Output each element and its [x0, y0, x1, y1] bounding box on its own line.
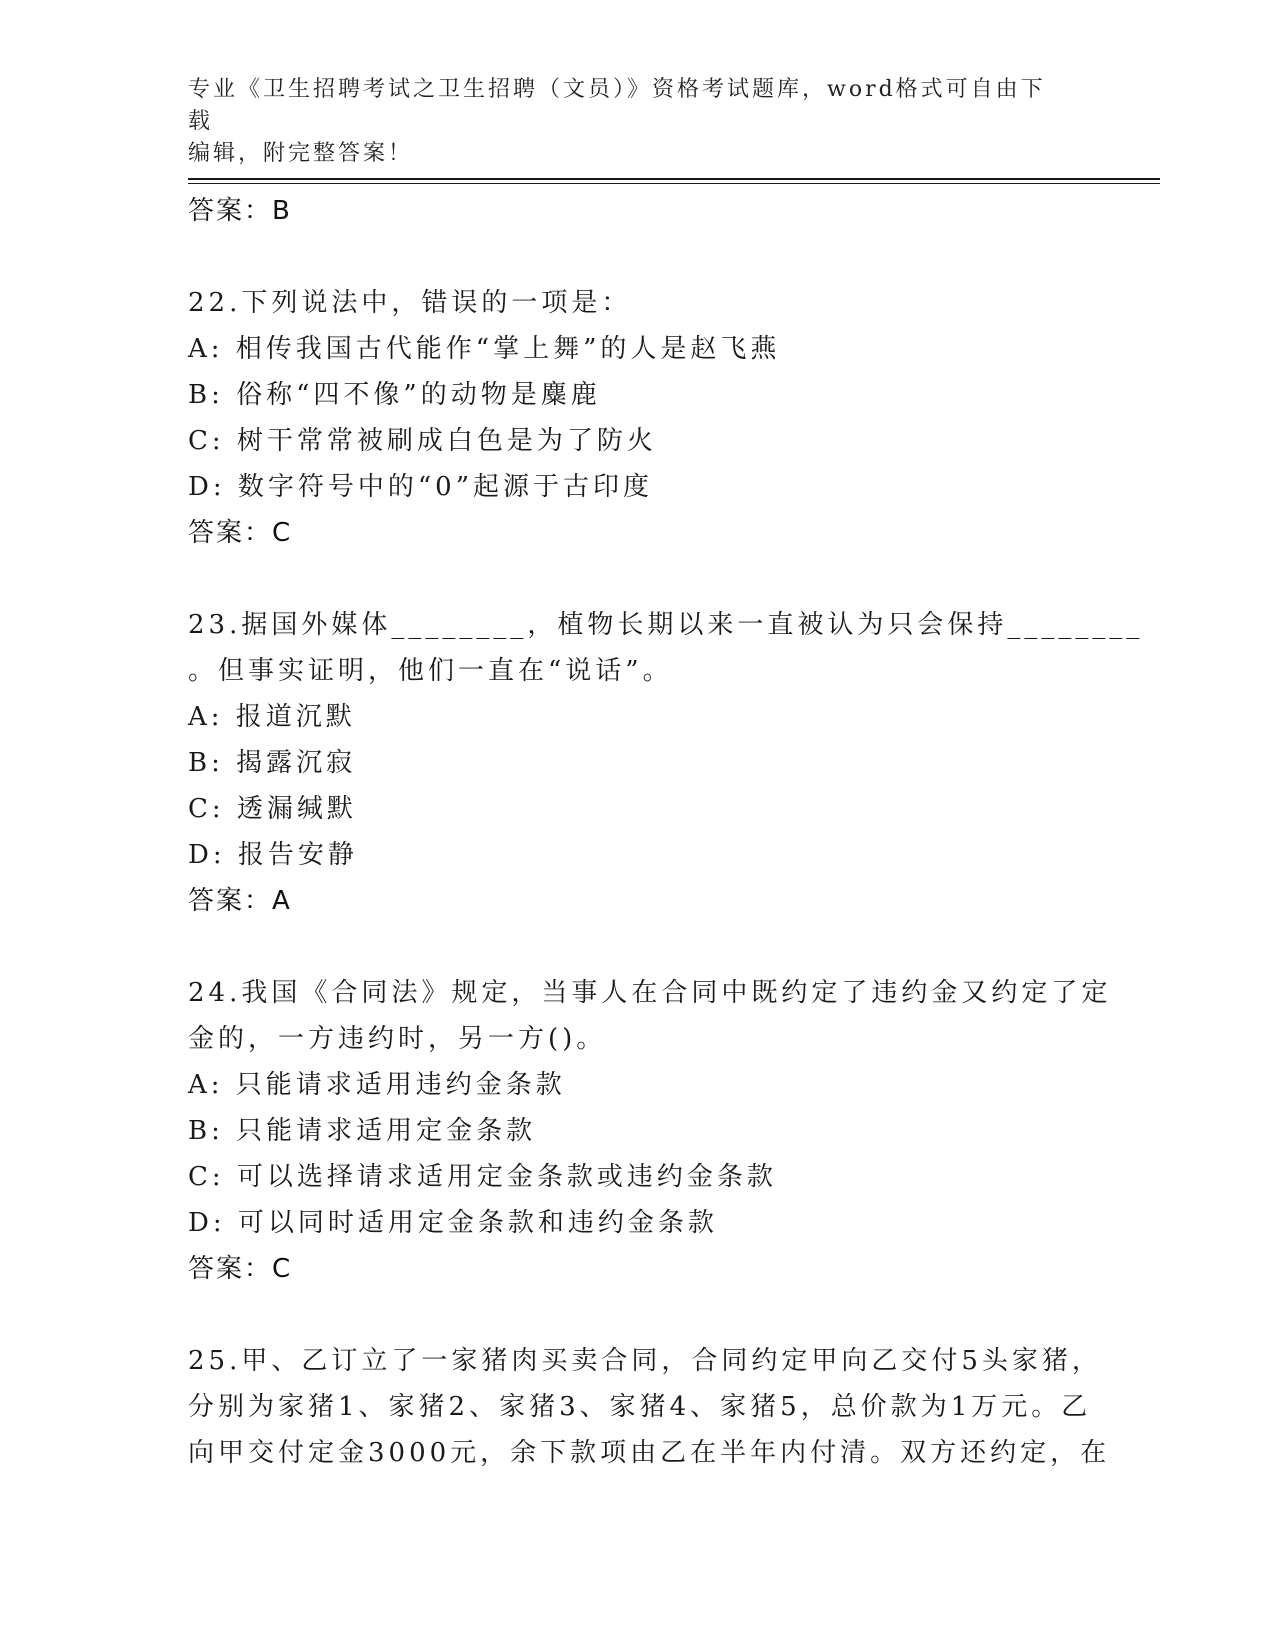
- spacer: [188, 556, 1088, 602]
- question-25: [188, 1338, 1111, 1476]
- question-stem: 金的，一方违约时，另一方()。: [188, 1024, 607, 1054]
- header-line-2: 编辑，附完整答案！: [188, 141, 414, 166]
- spacer: [188, 924, 1088, 970]
- header-rule-thick: [188, 178, 1160, 180]
- spacer: [188, 1292, 1088, 1338]
- question-stem: 25.甲、乙订立了一家猪肉买卖合同，合同约定甲向乙交付5头家猪，: [188, 1346, 1102, 1376]
- option-d: D: 可以同时适用定金条款和违约金条款: [188, 1208, 718, 1238]
- spacer: [188, 234, 1088, 280]
- document-header: [188, 74, 1068, 170]
- question-stem: 24.我国《合同法》规定，当事人在合同中既约定了违约金又约定了定: [188, 978, 1112, 1008]
- option-c: C: 树干常常被刷成白色是为了防火: [188, 426, 657, 456]
- option-a: A: 报道沉默: [188, 702, 356, 732]
- answer-23: 答案：A: [188, 886, 292, 916]
- option-b: B: 只能请求适用定金条款: [188, 1116, 537, 1146]
- option-a: A: 只能请求适用违约金条款: [188, 1070, 566, 1100]
- answer-24: 答案：C: [188, 1254, 293, 1284]
- option-d: D: 报告安静: [188, 840, 358, 870]
- question-24: [188, 970, 1112, 1292]
- option-b: B: 揭露沉寂: [188, 748, 357, 778]
- question-stem: 22.下列说法中，错误的一项是：: [188, 288, 632, 318]
- option-c: C: 透漏缄默: [188, 794, 357, 824]
- header-line-1: 专业《卫生招聘考试之卫生招聘（文员）》资格考试题库，word格式可自由下载: [188, 77, 1046, 134]
- answer-21: 答案：B: [188, 196, 292, 226]
- question-stem: 分别为家猪1、家猪2、家猪3、家猪4、家猪5，总价款为1万元。乙: [188, 1392, 1092, 1422]
- question-23: [188, 602, 1144, 924]
- question-stem: 23.据国外媒体________，植物长期以来一直被认为只会保持________: [188, 610, 1144, 640]
- option-a: A: 相传我国古代能作“掌上舞”的人是赵飞燕: [188, 334, 781, 364]
- question-22: [188, 280, 1088, 556]
- option-d: D: 数字符号中的“0”起源于古印度: [188, 472, 653, 502]
- document-body: [188, 188, 1144, 1476]
- question-stem: 向甲交付定金3000元，余下款项由乙在半年内付清。双方还约定，在: [188, 1438, 1111, 1468]
- option-b: B: 俗称“四不像”的动物是麋鹿: [188, 380, 601, 410]
- answer-22: 答案：C: [188, 518, 293, 548]
- option-c: C: 可以选择请求适用定金条款或违约金条款: [188, 1162, 777, 1192]
- question-stem: 。但事实证明，他们一直在“说话”。: [188, 656, 673, 686]
- header-rule-thin: [188, 183, 1160, 184]
